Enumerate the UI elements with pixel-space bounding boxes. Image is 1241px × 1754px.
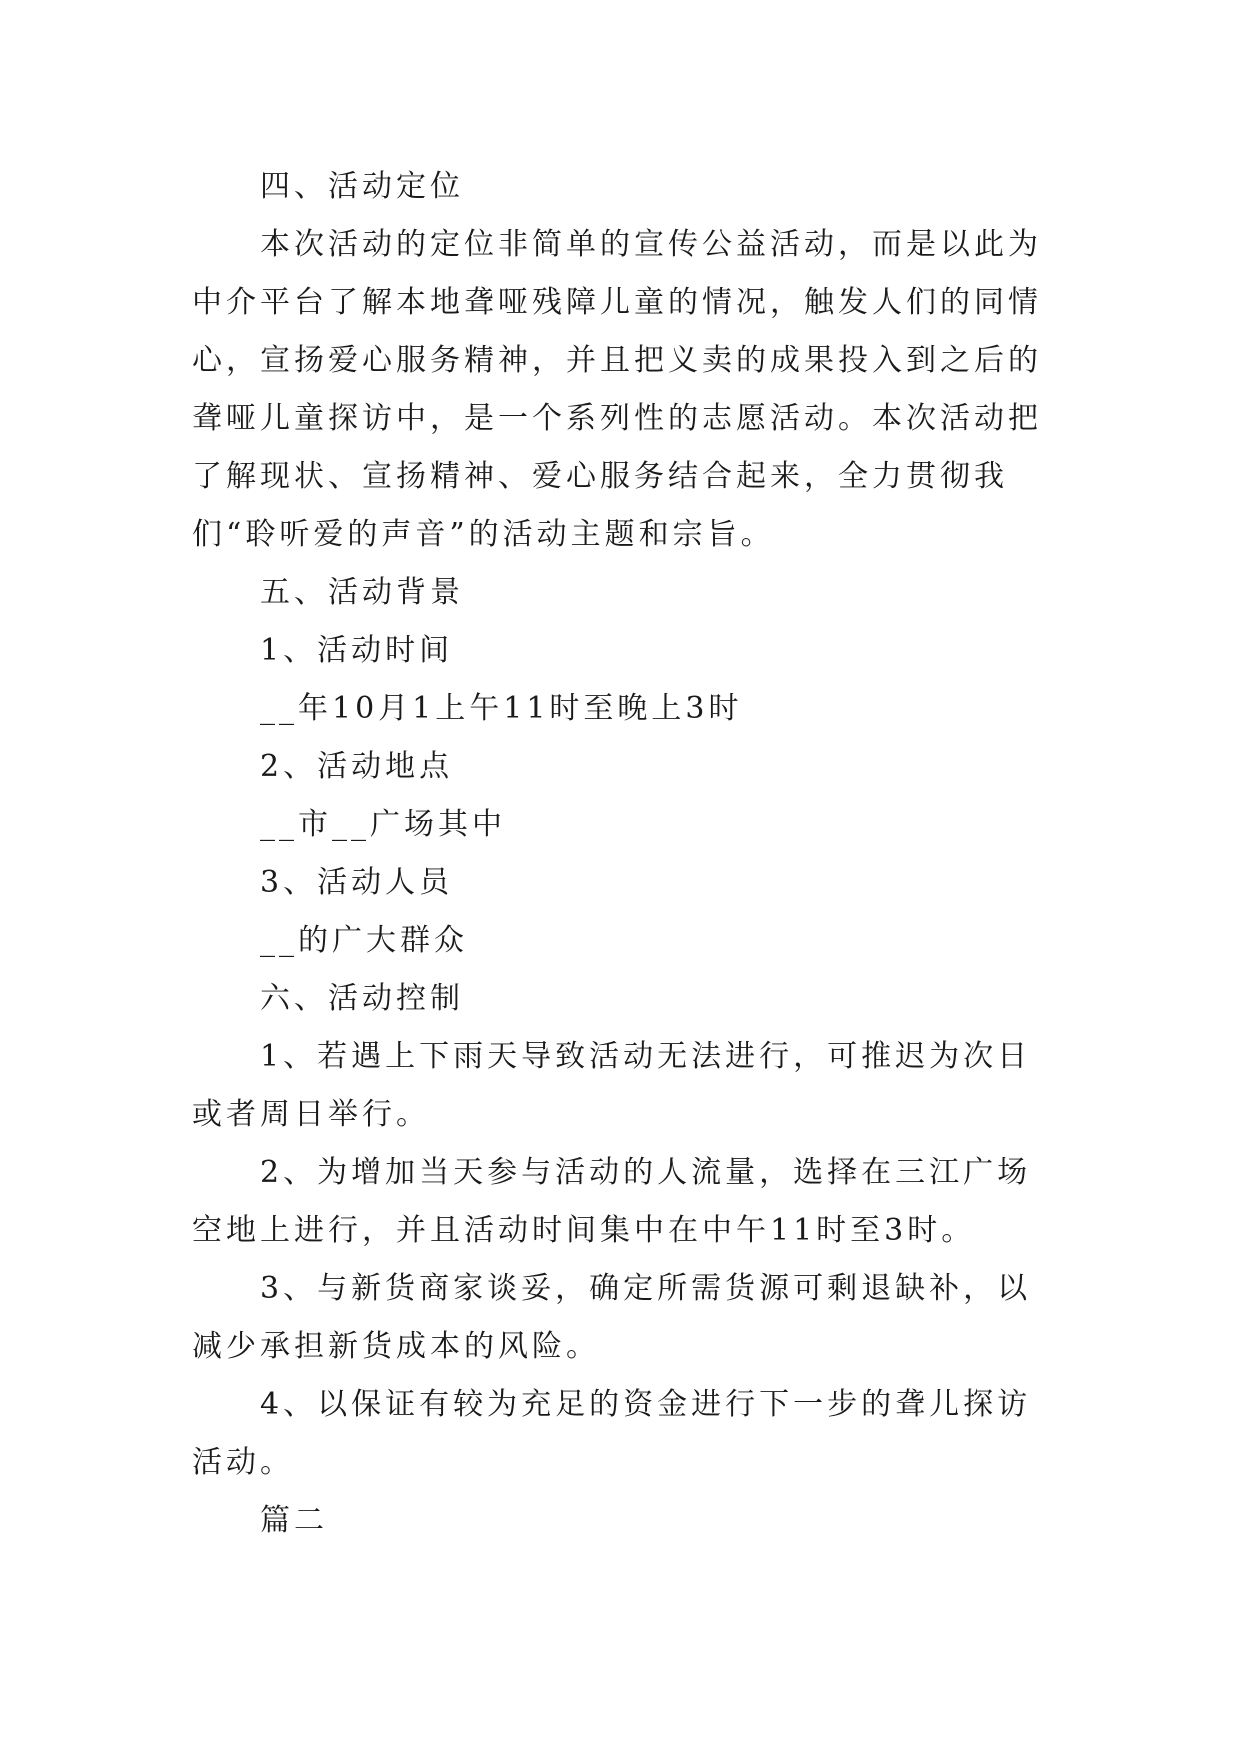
paragraph-participants-value: __的广大群众	[260, 923, 468, 958]
section-heading-background: 五、活动背景	[260, 575, 464, 610]
subheading-time: 1、活动时间	[260, 633, 454, 668]
paragraph-time-value: __年10月1上午11时至晚上3时	[260, 691, 743, 726]
paragraph-control-1: 1、若遇上下雨天导致活动无法进行，可推迟为次日或者周日举行。	[192, 1039, 1032, 1132]
paragraph-control-3: 3、与新货商家谈妥，确定所需货源可剩退缺补，以减少承担新货成本的风险。	[192, 1271, 1032, 1364]
paragraph-control-4: 4、以保证有较为充足的资金进行下一步的聋儿探访活动。	[192, 1387, 1032, 1480]
section-heading-control: 六、活动控制	[260, 981, 464, 1016]
subheading-location: 2、活动地点	[260, 749, 454, 784]
subheading-participants: 3、活动人员	[260, 865, 454, 900]
paragraph-control-2: 2、为增加当天参与活动的人流量，选择在三江广场空地上进行，并且活动时间集中在中午11时至3时。	[192, 1155, 1032, 1248]
section-heading-positioning: 四、活动定位	[260, 169, 464, 204]
document-body	[192, 158, 1062, 1550]
section-heading-part-two: 篇二	[260, 1503, 328, 1538]
paragraph-positioning-body: 本次活动的定位非简单的宣传公益活动，而是以此为中介平台了解本地聋哑残障儿童的情况，触发人们的同情心，宣扬爱心服务精神，并且把义卖的成果投入到之后的聋哑儿童探访中，是一个系列性的志愿活动。本次活动把了解现状、宣扬精神、爱心服务结合起来，全力贯彻我们“聆听爱的声音”的活动主题和宗旨。	[192, 227, 1042, 552]
paragraph-location-value: __市__广场其中	[260, 807, 506, 842]
